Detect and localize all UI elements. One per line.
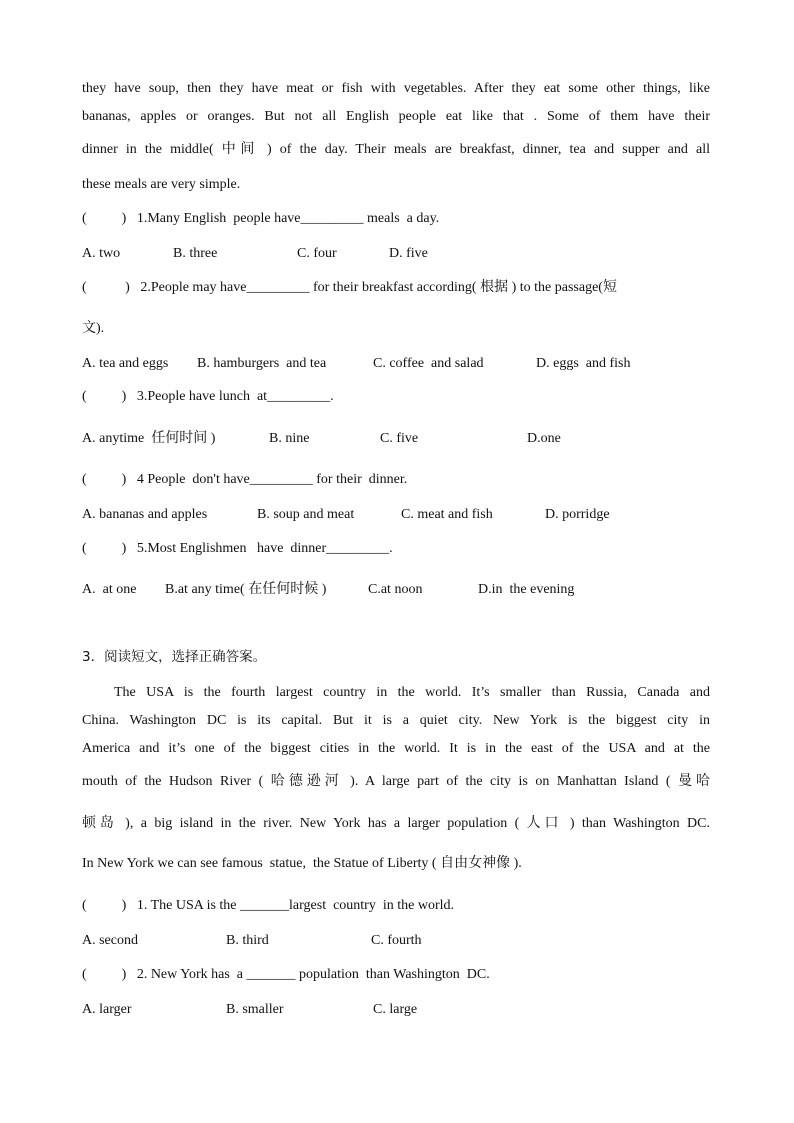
option-d: D.one [527,431,561,446]
passage-line: they have soup, then they have meat or fish with vegetables. After they eat some other things, like [82,81,710,96]
option-c: C. fourth [371,933,422,948]
passage-line: mouth of the Hudson River ( 哈德逊河 ). A large part of the city is on Manhattan Island ( 曼哈 [82,774,710,789]
option-b: B. hamburgers and tea [197,356,327,371]
question-stem: ( ) 1.Many English people have_________ meals a day. [82,211,440,226]
option-c: C. coffee and salad [373,356,484,371]
passage-line: these meals are very simple. [82,177,241,192]
option-a: A. two [82,246,121,261]
option-a: A. second [82,933,138,948]
option-d: D. eggs and fish [536,356,631,371]
option-a: A. bananas and apples [82,507,208,522]
section-heading: 3．阅读短文，选择正确答案。 [82,649,267,665]
question-stem: ( ) 3.People have lunch at_________. [82,389,334,404]
question-stem: ( ) 1. The USA is the _______largest country in the world. [82,898,454,913]
option-c: C. four [297,246,337,261]
option-a: A. anytime 任何时间 ) [82,431,216,446]
option-b: B. third [226,933,269,948]
option-a: A. at one [82,582,137,597]
passage-line: America and it’s one of the biggest cities in the world. It is in the east of the USA and at the [82,741,710,756]
passage-line: dinner in the middle( 中间 ) of the day. Their meals are breakfast, dinner, tea and supper and all [82,142,710,157]
option-b: B. nine [269,431,310,446]
question-stem: ( ) 2.People may have_________ for their breakfast according( 根据 ) to the passage(短 [82,280,617,295]
passage-line: In New York we can see famous statue, the Statue of Liberty ( 自由女神像 ). [82,856,522,871]
question-stem: ( ) 4 People don't have_________ for their dinner. [82,472,408,487]
option-a: A. tea and eggs [82,356,169,371]
option-d: D.in the evening [478,582,575,597]
option-c: C.at noon [368,582,423,597]
option-b: B. smaller [226,1002,284,1017]
option-c: C. meat and fish [401,507,493,522]
option-d: D. five [389,246,428,261]
passage-line: The USA is the fourth largest country in the world. It’s smaller than Russia, Canada and [114,685,710,700]
question-stem-continued: 文). [82,321,105,336]
option-b: B.at any time( 在任何时候 ) [165,582,327,597]
passage-line: 顿岛 ), a big island in the river. New York has a larger population ( 人口 ) than Washington DC. [82,816,710,831]
question-stem: ( ) 2. New York has a _______ population than Washington DC. [82,967,490,982]
passage-line: bananas, apples or oranges. But not all English people eat like that . Some of them have their [82,109,710,124]
option-a: A. larger [82,1002,132,1017]
option-d: D. porridge [545,507,610,522]
option-c: C. large [373,1002,418,1017]
option-b: B. soup and meat [257,507,355,522]
option-c: C. five [380,431,419,446]
question-stem: ( ) 5.Most Englishmen have dinner_________. [82,541,393,556]
option-b: B. three [173,246,218,261]
passage-line: China. Washington DC is its capital. But it is a quiet city. New York is the biggest city in [82,713,710,728]
